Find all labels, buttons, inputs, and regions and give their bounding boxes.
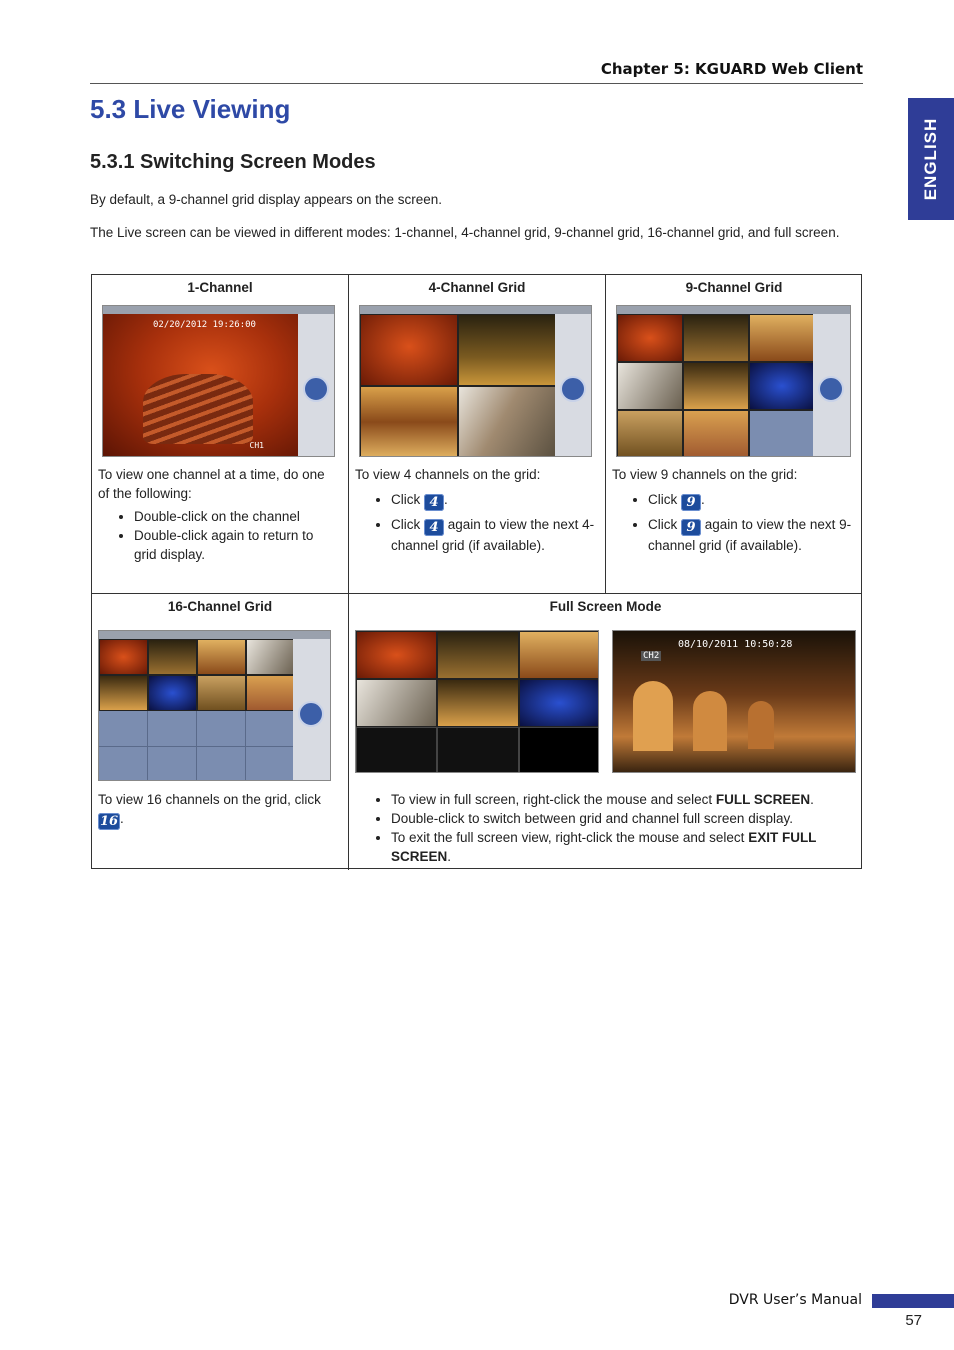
modes-table [91, 274, 862, 869]
bullet-list [355, 790, 855, 866]
cell-title: 4-Channel Grid [428, 280, 526, 295]
page-number: 57 [905, 1312, 922, 1329]
bullet-list [98, 507, 338, 564]
cell-description: To view 9 channels on the grid: [612, 467, 798, 482]
grid-9-button[interactable]: 9 [681, 519, 701, 536]
cell-full-screen-mode [349, 594, 862, 869]
bullet-list [612, 490, 857, 555]
cell-4-channel-grid [349, 275, 605, 593]
cell-title: 9-Channel Grid [685, 280, 783, 295]
control-panel [555, 314, 591, 456]
cell-description: To view 16 channels on the grid, click [98, 792, 321, 807]
cell-title: 1-Channel [187, 280, 253, 295]
grid-9-button[interactable]: 9 [681, 494, 701, 511]
language-tab [908, 98, 954, 220]
list-item: • Click 4 . [391, 490, 600, 511]
subsection-title: 5.3.1 Switching Screen Modes [90, 151, 376, 173]
screenshot-4-channel [359, 305, 592, 457]
control-panel [298, 314, 334, 456]
list-item: • Click 4 again to view the next 4-channel grid (if available). [391, 515, 600, 555]
ptz-dial-icon [560, 376, 586, 402]
bullet-list [355, 490, 600, 555]
cell-description: To view one channel at a time, do one of the following: [98, 467, 325, 501]
cell-1-channel [92, 275, 348, 593]
grid-4-button[interactable]: 4 [424, 494, 444, 511]
screenshot-grid-full-screen [355, 630, 599, 773]
camera-view: 02/20/2012 19:26:00 CH1 [103, 314, 300, 456]
cell-9-channel-grid [606, 275, 862, 593]
list-item: • Click 9 . [648, 490, 857, 511]
chapter-header: Chapter 5: KGUARD Web Client [600, 60, 863, 78]
list-item: • Double-click again to return to grid display. [134, 526, 338, 564]
cell-description: To view 4 channels on the grid: [355, 467, 541, 482]
ptz-dial-icon [818, 376, 844, 402]
ptz-dial-icon [298, 701, 324, 727]
grid-4-button[interactable]: 4 [424, 519, 444, 536]
grid-16-button[interactable]: 16 [99, 814, 119, 829]
intro-paragraph-1: By default, a 9-channel grid display appears on the screen. [90, 192, 442, 207]
footer-label: DVR User’s Manual [728, 1292, 862, 1308]
list-item: • To view in full screen, right-click the mouse and select FULL SCREEN. [391, 790, 855, 809]
cell-title: 16-Channel Grid [167, 599, 273, 614]
screenshot-9-channel [616, 305, 851, 457]
screenshot-16-channel [98, 630, 331, 781]
footer-bar [872, 1294, 954, 1308]
cell-16-channel-grid: 16-Channel Grid To view 16 channels on the grid, click 16 . [92, 594, 348, 869]
list-item: • Click 9 again to view the next 9-channel grid (if available). [648, 515, 857, 555]
list-item: • Double-click to switch between grid and channel full screen display. [391, 809, 855, 828]
control-panel [293, 639, 330, 780]
screenshot-1-channel [102, 305, 335, 457]
list-item: • Double-click on the channel [134, 507, 338, 526]
intro-paragraph-2: The Live screen can be viewed in different modes: 1-channel, 4-channel grid, 9-channel grid, 16-channel grid, and full screen. [90, 225, 840, 240]
cell-title: Full Screen Mode [549, 599, 662, 614]
list-item: • To exit the full screen view, right-click the mouse and select EXIT FULL SCREEN. [391, 828, 855, 866]
ptz-dial-icon [303, 376, 329, 402]
screenshot-channel-full-screen: 08/10/2011 10:50:28 CH2 [612, 630, 856, 773]
language-tab-label: ENGLISH [921, 117, 940, 201]
control-panel [813, 314, 850, 456]
header-rule [90, 83, 863, 84]
section-title: 5.3 Live Viewing [90, 94, 291, 124]
